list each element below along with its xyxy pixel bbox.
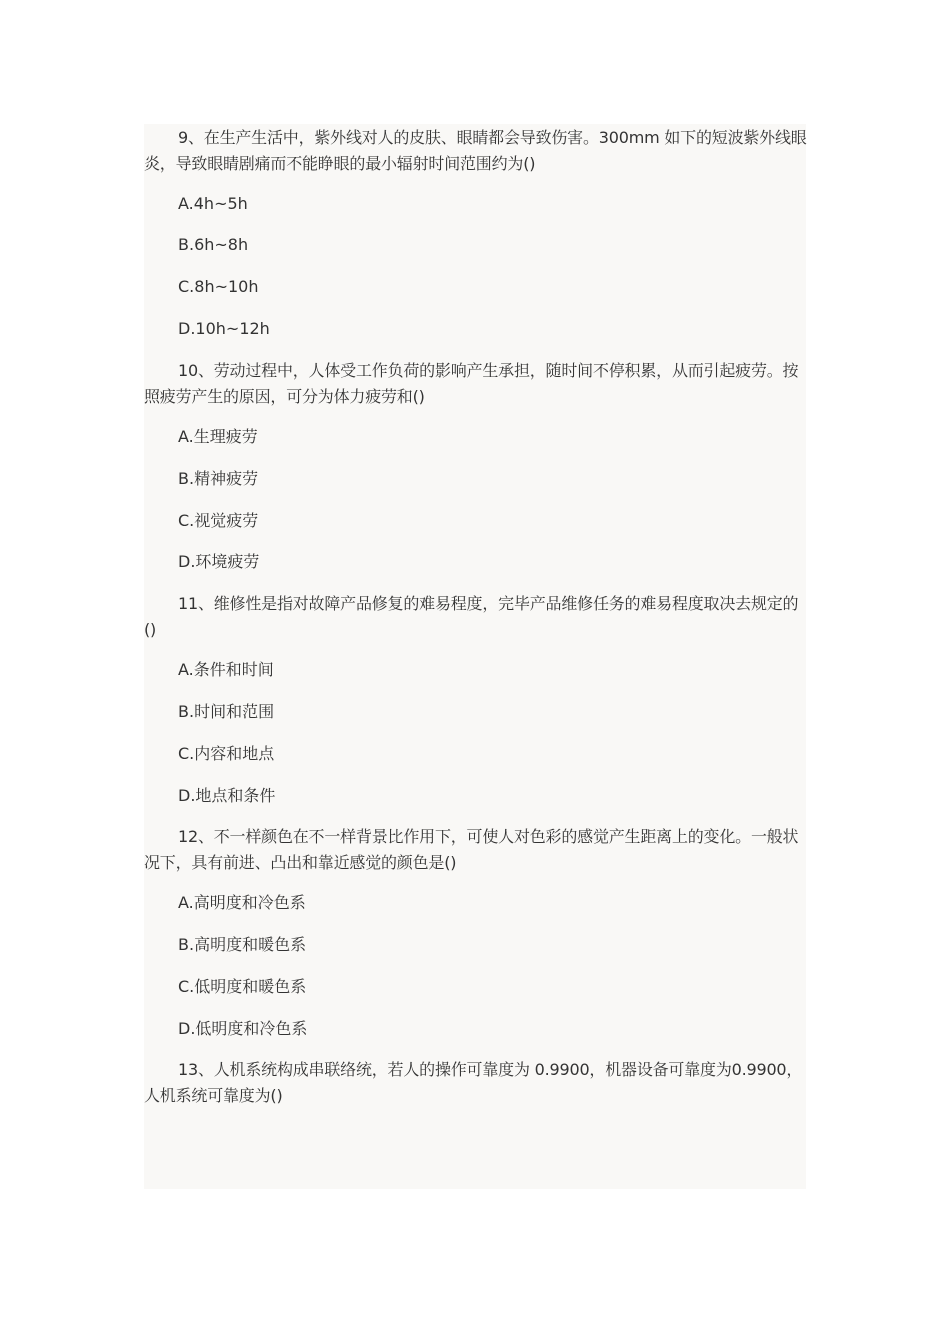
question-10-text: 10、劳动过程中，人体受工作负荷的影响产生承担，随时间不停积累，从而引起疲劳。按照疲劳产生的原因，可分为体力疲劳和(): [144, 361, 799, 406]
question-10-option-a: A.生理疲劳: [178, 427, 258, 446]
question-11-option-d: D.地点和条件: [178, 786, 276, 805]
question-12-option-d: D.低明度和冷色系: [178, 1019, 308, 1038]
question-11-option-a: A.条件和时间: [178, 660, 274, 679]
question-13-text: 13、人机系统构成串联络统，若人的操作可靠度为 0.9900，机器设备可靠度为0.9900，人机系统可靠度为(): [144, 1060, 803, 1105]
question-11-option-b: B.时间和范围: [178, 702, 275, 721]
question-9-option-c: C.8h~10h: [178, 277, 259, 296]
question-10-option-d: D.环境疲劳: [178, 552, 260, 571]
question-9-text: 9、在生产生活中，紫外线对人的皮肤、眼睛都会导致伤害。300mm 如下的短波紫外线眼炎，导致眼睛剧痛而不能睁眼的最小辐射时间范围约为(): [144, 128, 807, 173]
question-9-option-b: B.6h~8h: [178, 235, 249, 254]
question-9-option-d: D.10h~12h: [178, 319, 270, 338]
question-10-option-c: C.视觉疲劳: [178, 511, 259, 530]
question-10-option-b: B.精神疲劳: [178, 469, 259, 488]
question-12-text: 12、不一样颜色在不一样背景比作用下，可使人对色彩的感觉产生距离上的变化。一般状况下，具有前进、凸出和靠近感觉的颜色是(): [144, 827, 799, 872]
question-12-option-b: B.高明度和暖色系: [178, 935, 307, 954]
question-12-option-c: C.低明度和暖色系: [178, 977, 307, 996]
question-12-option-a: A.高明度和冷色系: [178, 893, 306, 912]
question-11-text: 11、维修性是指对故障产品修复的难易程度，完毕产品维修任务的难易程度取决去规定的(): [144, 594, 799, 639]
question-9-option-a: A.4h~5h: [178, 194, 248, 213]
question-11-option-c: C.内容和地点: [178, 744, 275, 763]
